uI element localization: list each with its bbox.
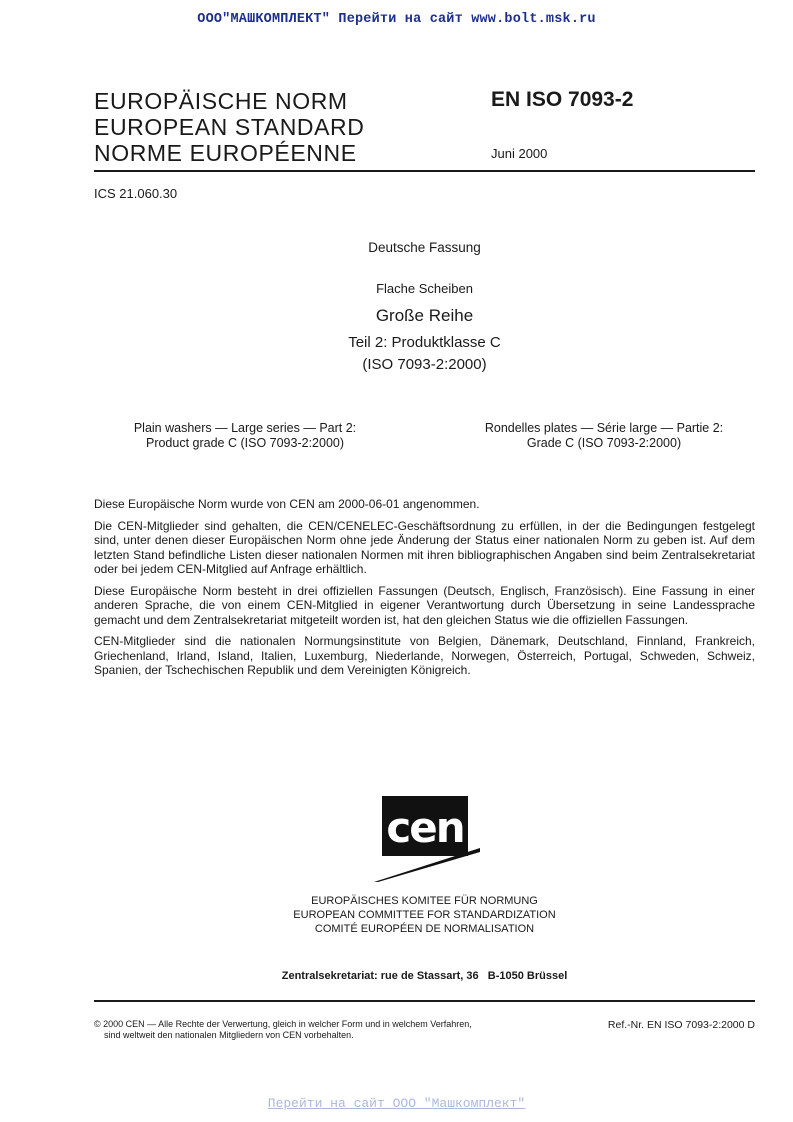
ics-code: ICS 21.060.30 xyxy=(94,186,178,201)
organization-de: EUROPÄISCHES KOMITEE FÜR NORMUNG xyxy=(311,895,538,907)
cen-logo-icon xyxy=(374,796,480,882)
standard-number: EN ISO 7093-2 xyxy=(491,88,634,111)
alt-title-french xyxy=(454,421,754,451)
alt-title-english xyxy=(95,421,395,451)
organization-en: EUROPEAN COMMITTEE FOR STANDARDIZATION xyxy=(293,909,556,921)
norm-title-de: EUROPÄISCHE NORM xyxy=(94,88,348,114)
title-line-1: Flache Scheiben xyxy=(376,281,473,296)
body-paragraph-1: Diese Europäische Norm wurde von CEN am 2000-06-01 angenommen. xyxy=(94,497,480,511)
version-label: Deutsche Fassung xyxy=(368,240,481,255)
copyright-line-1: © 2000 CEN — Alle Rechte der Verwertung, gleich in welcher Form und in welchem Verfahren, xyxy=(94,1019,472,1029)
norm-title-block xyxy=(94,88,364,166)
alt-title-en-line-2: Product grade C (ISO 7093-2:2000) xyxy=(145,436,345,450)
alt-title-fr-line-1: Rondelles plates — Série large — Partie 2: xyxy=(484,421,724,435)
secretariat-address: Zentralsekretariat: rue de Stassart, 36 B-1050 Brüssel xyxy=(281,970,568,982)
body-paragraph-3: Diese Europäische Norm besteht in drei offiziellen Fassungen (Deutsch, Englisch, Französisch). Eine Fassung in einer anderen Sprache, die von einem CEN-Mitglied in eigener Verantwortung durch Übersetzung in seine Landessprache gemacht und dem Zentralsekretariat mitgeteilt worden ist, hat den gleichen Status wie die offiziellen Fassungen. xyxy=(94,583,755,627)
header-divider xyxy=(94,170,755,172)
title-line-3: Teil 2: Produktklasse C xyxy=(348,334,501,351)
organization-fr: COMITÉ EUROPÉEN DE NORMALISATION xyxy=(314,923,535,935)
body-paragraph-2: Die CEN-Mitglieder sind gehalten, die CEN/CENELEC-Geschäftsordnung zu erfüllen, in der die Bedingungen festgelegt sind, unter denen dieser Europäischen Norm ohne jede Änderung der Status einer nationalen Norm zu geben ist. Auf dem letzten Stand befindliche Listen dieser nationalen Normen mit ihren bibliographischen Angaben sind beim Zentralsekretariat oder bei jedem CEN-Mitglied auf Anfrage erhältlich. xyxy=(94,518,755,576)
copyright-notice xyxy=(94,1019,524,1040)
cen-logo-text: cen xyxy=(386,803,464,852)
norm-title-en: EUROPEAN STANDARD xyxy=(94,114,365,140)
body-text xyxy=(94,497,755,685)
alt-title-en-line-1: Plain washers — Large series — Part 2: xyxy=(133,421,357,435)
bottom-site-link[interactable]: Перейти на сайт ООО "Машкомплект" xyxy=(267,1096,526,1111)
copyright-line-2: sind weltweit den nationalen Mitgliedern von CEN vorbehalten. xyxy=(104,1029,354,1040)
title-line-4: (ISO 7093-2:2000) xyxy=(362,356,487,373)
body-paragraph-4: CEN-Mitglieder sind die nationalen Normungsinstitute von Belgien, Dänemark, Deutschland, Finnland, Frankreich, Griechenland, Irland, Island, Italien, Luxemburg, Niederlande, Norwegen, Österreich, Portugal, Schweden, Schweiz, Spanien, der Tschechischen Republik und dem Vereinigten Königreich. xyxy=(94,634,755,677)
banner-site-link[interactable]: ООО"МАШКОМПЛЕКТ" Перейти на сайт www.bolt.msk.ru xyxy=(197,12,596,27)
standard-date: Juni 2000 xyxy=(491,146,548,161)
alt-title-fr-line-2: Grade C (ISO 7093-2:2000) xyxy=(526,436,682,450)
footer-divider xyxy=(94,1000,755,1002)
organization-names xyxy=(94,894,755,936)
reference-number: Ref.-Nr. EN ISO 7093-2:2000 D xyxy=(607,1019,755,1031)
title-line-2: Große Reihe xyxy=(375,306,474,325)
norm-title-fr: NORME EUROPÉENNE xyxy=(94,140,357,166)
